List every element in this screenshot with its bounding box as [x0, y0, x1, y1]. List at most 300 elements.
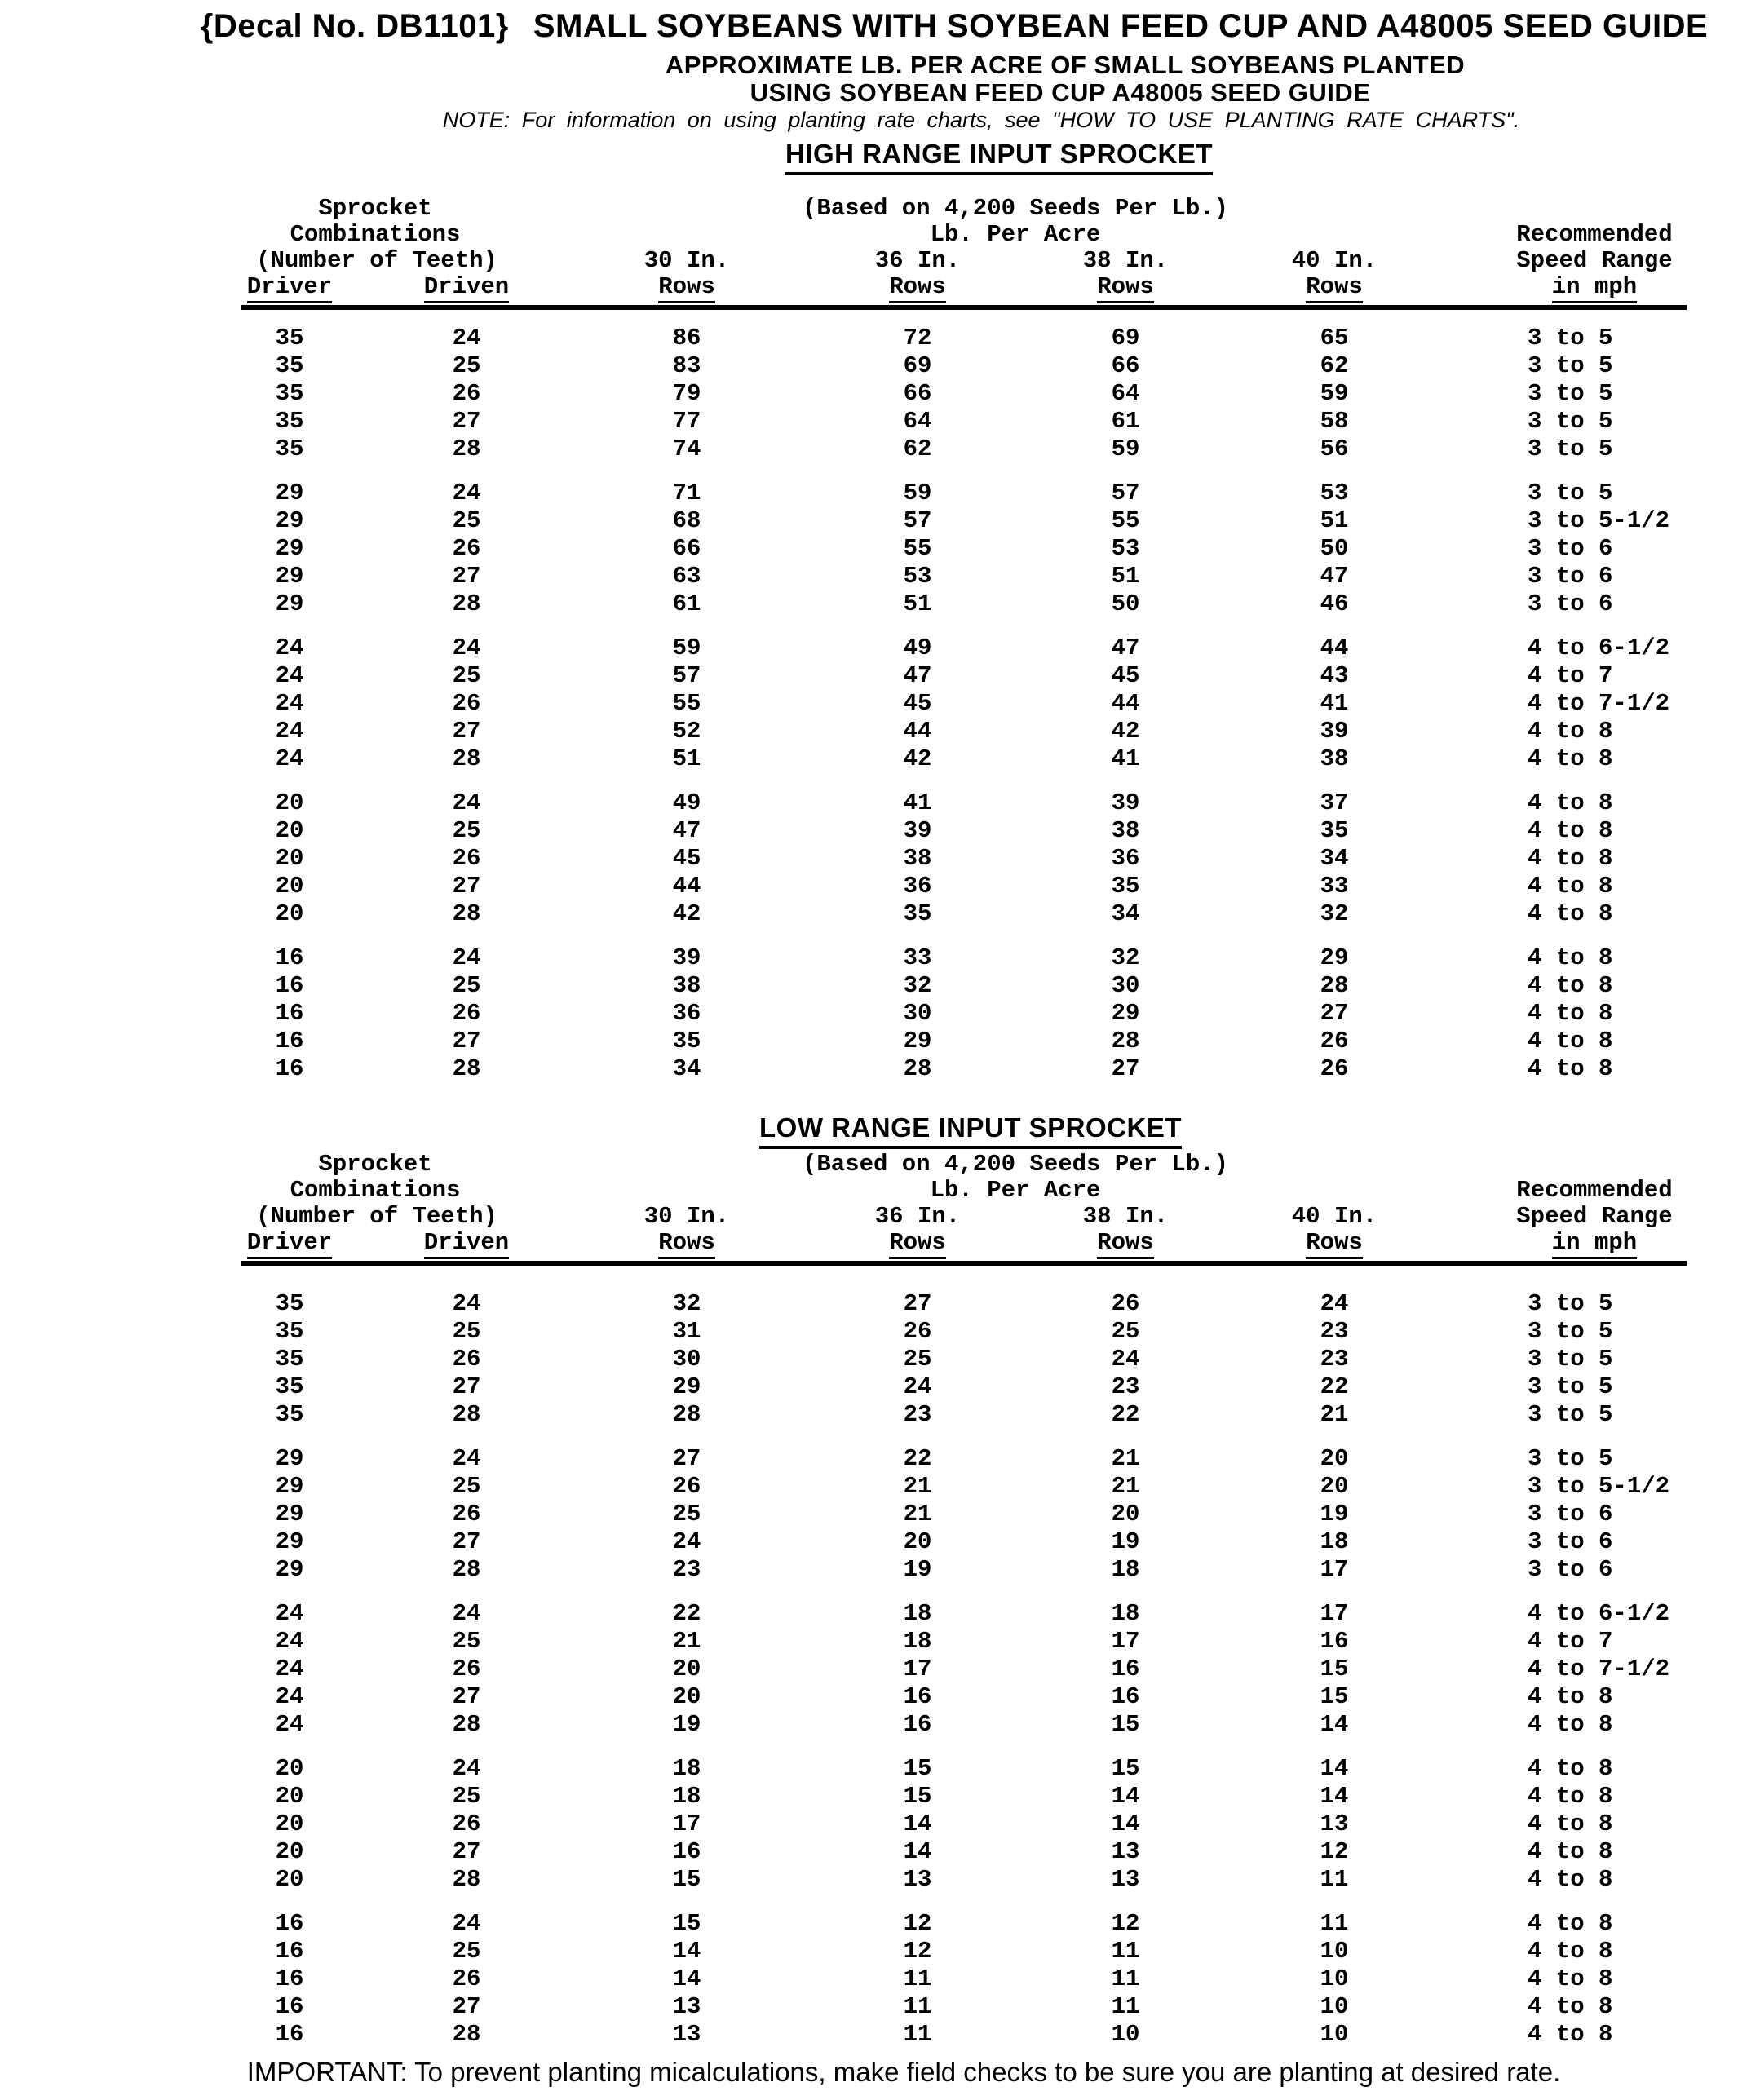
- cell-speed-range: 4 to 8: [1528, 1028, 1613, 1054]
- cell-driver-teeth: 24: [275, 1600, 304, 1627]
- cell-speed-range: 4 to 8: [1528, 1866, 1613, 1893]
- cell-driver-teeth: 35: [275, 1346, 304, 1373]
- rows-header-text: Rows: [1097, 1230, 1154, 1259]
- cell-speed-range: 3 to 6: [1528, 1556, 1613, 1583]
- sprocket-group: [0, 944, 1760, 1083]
- cell-driven-teeth: 28: [452, 1866, 481, 1893]
- cell-driven-teeth: 26: [452, 1810, 481, 1837]
- cell-rate-40in: 19: [1320, 1501, 1349, 1527]
- cell-rate-40in: 35: [1320, 817, 1349, 844]
- cell-rate-38in: 57: [1111, 480, 1140, 506]
- important-footer: IMPORTANT: To prevent planting micalculations, make field checks to be sure you are planting at desired rate.: [246, 2057, 1561, 2087]
- cell-rate-30in: 35: [672, 1028, 701, 1054]
- cell-rate-40in: 18: [1320, 1528, 1349, 1555]
- cell-rate-30in: 36: [672, 1000, 701, 1027]
- cell-driver-teeth: 20: [275, 1783, 304, 1810]
- table-row: [0, 1866, 1760, 1894]
- cell-rate-36in: 25: [903, 1346, 932, 1373]
- speed-range-label: Speed Range: [1516, 1203, 1673, 1230]
- table-row: [0, 352, 1760, 380]
- table-row: [0, 900, 1760, 928]
- cell-driven-teeth: 26: [452, 1965, 481, 1992]
- cell-rate-30in: 29: [672, 1373, 701, 1400]
- cell-speed-range: 4 to 8: [1528, 1838, 1613, 1865]
- table-row: [0, 1501, 1760, 1528]
- cell-rate-38in: 45: [1111, 662, 1140, 689]
- cell-rate-38in: 21: [1111, 1473, 1140, 1500]
- cell-rate-38in: 26: [1111, 1290, 1140, 1317]
- table-row: [0, 662, 1760, 690]
- cell-rate-40in: 11: [1320, 1910, 1349, 1937]
- cell-rate-30in: 71: [672, 480, 701, 506]
- cell-rate-40in: 39: [1320, 718, 1349, 745]
- cell-rate-30in: 15: [672, 1910, 701, 1937]
- cell-rate-38in: 36: [1111, 845, 1140, 872]
- cell-rate-36in: 26: [903, 1318, 932, 1345]
- cell-speed-range: 3 to 5: [1528, 325, 1613, 351]
- cell-rate-40in: 26: [1320, 1055, 1349, 1082]
- cell-driver-teeth: 24: [275, 1656, 304, 1682]
- cell-driven-teeth: 26: [452, 380, 481, 407]
- rows-header-text: Rows: [1097, 274, 1154, 303]
- cell-rate-38in: 21: [1111, 1445, 1140, 1472]
- cell-driver-teeth: 24: [275, 662, 304, 689]
- cell-rate-38in: 12: [1111, 1910, 1140, 1937]
- cell-rate-30in: 20: [672, 1683, 701, 1710]
- driver-header: [200, 274, 379, 300]
- cell-speed-range: 4 to 8: [1528, 789, 1613, 816]
- cell-driven-teeth: 25: [452, 1628, 481, 1655]
- cell-rate-30in: 23: [672, 1556, 701, 1583]
- table-row: [0, 1401, 1760, 1429]
- cell-rate-30in: 38: [672, 972, 701, 999]
- cell-driven-teeth: 24: [452, 1910, 481, 1937]
- header-rule: [241, 1261, 1687, 1266]
- cell-driven-teeth: 25: [452, 1473, 481, 1500]
- cell-rate-40in: 33: [1320, 873, 1349, 900]
- cell-rate-38in: 13: [1111, 1866, 1140, 1893]
- cell-rate-30in: 45: [672, 845, 701, 872]
- cell-rate-40in: 41: [1320, 690, 1349, 717]
- cell-driven-teeth: 27: [452, 1683, 481, 1710]
- cell-driver-teeth: 20: [275, 789, 304, 816]
- table-row: [0, 1711, 1760, 1739]
- rows-header-30in: [597, 274, 776, 300]
- subtitle-line-1: APPROXIMATE LB. PER ACRE OF SMALL SOYBEANS PLANTED: [665, 51, 1466, 79]
- cell-driver-teeth: 20: [275, 900, 304, 927]
- table-row: [0, 507, 1760, 535]
- table-row: [0, 1055, 1760, 1083]
- cell-driven-teeth: 25: [452, 507, 481, 534]
- cell-driven-teeth: 27: [452, 873, 481, 900]
- cell-rate-36in: 39: [903, 817, 932, 844]
- cell-rate-36in: 23: [903, 1401, 932, 1428]
- in-mph-header-text: in mph: [1552, 274, 1637, 303]
- cell-driven-teeth: 24: [452, 1755, 481, 1782]
- cell-speed-range: 3 to 5: [1528, 1290, 1613, 1317]
- cell-speed-range: 4 to 8: [1528, 1755, 1613, 1782]
- number-of-teeth-label: (Number of Teeth): [256, 1203, 497, 1230]
- table-row: [0, 1000, 1760, 1028]
- cell-rate-38in: 55: [1111, 507, 1140, 534]
- cell-rate-40in: 51: [1320, 507, 1349, 534]
- cell-rate-38in: 29: [1111, 1000, 1140, 1027]
- table-row: [0, 1810, 1760, 1838]
- cell-driven-teeth: 27: [452, 408, 481, 435]
- cell-driver-teeth: 35: [275, 1318, 304, 1345]
- cell-rate-38in: 20: [1111, 1501, 1140, 1527]
- sprocket-label: Sprocket: [318, 1151, 432, 1178]
- cell-speed-range: 3 to 5: [1528, 1346, 1613, 1373]
- table-row: [0, 1683, 1760, 1711]
- cell-driver-teeth: 16: [275, 1000, 304, 1027]
- cell-speed-range: 3 to 5-1/2: [1528, 1473, 1670, 1500]
- rows-header-text: Rows: [1306, 274, 1363, 303]
- cell-driven-teeth: 28: [452, 1401, 481, 1428]
- cell-rate-40in: 27: [1320, 1000, 1349, 1027]
- cell-rate-40in: 21: [1320, 1401, 1349, 1428]
- cell-driven-teeth: 27: [452, 1028, 481, 1054]
- cell-rate-38in: 69: [1111, 325, 1140, 351]
- cell-rate-38in: 66: [1111, 352, 1140, 379]
- cell-rate-38in: 22: [1111, 1401, 1140, 1428]
- cell-driver-teeth: 29: [275, 1501, 304, 1527]
- cell-rate-30in: 79: [672, 380, 701, 407]
- recommended-label: Recommended: [1516, 1177, 1673, 1204]
- table-row: [0, 1373, 1760, 1401]
- cell-rate-30in: 14: [672, 1938, 701, 1965]
- based-on-label: (Based on 4,200 Seeds Per Lb.): [802, 195, 1229, 222]
- cell-rate-40in: 29: [1320, 944, 1349, 971]
- cell-rate-30in: 32: [672, 1290, 701, 1317]
- driven-header: [377, 274, 556, 300]
- cell-rate-38in: 14: [1111, 1810, 1140, 1837]
- title-text: SMALL SOYBEANS WITH SOYBEAN FEED CUP AND A48005 SEED GUIDE: [533, 8, 1709, 44]
- cell-rate-36in: 45: [903, 690, 932, 717]
- cell-speed-range: 4 to 7: [1528, 1628, 1613, 1655]
- cell-rate-40in: 14: [1320, 1755, 1349, 1782]
- cell-rate-30in: 63: [672, 563, 701, 590]
- cell-rate-38in: 11: [1111, 1938, 1140, 1965]
- cell-rate-30in: 61: [672, 590, 701, 617]
- subtitle-line-2: USING SOYBEAN FEED CUP A48005 SEED GUIDE: [750, 78, 1371, 107]
- cell-rate-40in: 59: [1320, 380, 1349, 407]
- cell-rate-38in: 47: [1111, 634, 1140, 661]
- cell-driver-teeth: 35: [275, 352, 304, 379]
- cell-rate-36in: 22: [903, 1445, 932, 1472]
- cell-rate-36in: 62: [903, 435, 932, 462]
- cell-speed-range: 3 to 5: [1528, 435, 1613, 462]
- cell-rate-40in: 46: [1320, 590, 1349, 617]
- rows-header-30in: [597, 1230, 776, 1256]
- col-38in-label: 38 In.: [1082, 1203, 1169, 1230]
- cell-driven-teeth: 26: [452, 535, 481, 562]
- cell-rate-38in: 41: [1111, 745, 1140, 772]
- cell-driver-teeth: 29: [275, 535, 304, 562]
- cell-rate-30in: 27: [672, 1445, 701, 1472]
- cell-rate-36in: 27: [903, 1290, 932, 1317]
- cell-driver-teeth: 29: [275, 590, 304, 617]
- cell-rate-30in: 77: [672, 408, 701, 435]
- driver-header: [200, 1230, 379, 1256]
- col-40in-label: 40 In.: [1291, 1203, 1377, 1230]
- cell-speed-range: 4 to 8: [1528, 1938, 1613, 1965]
- cell-rate-36in: 20: [903, 1528, 932, 1555]
- sprocket-group: [0, 1290, 1760, 1429]
- cell-rate-40in: 11: [1320, 1866, 1349, 1893]
- cell-speed-range: 4 to 8: [1528, 1965, 1613, 1992]
- cell-driven-teeth: 24: [452, 944, 481, 971]
- table-row: [0, 380, 1760, 408]
- cell-rate-30in: 86: [672, 325, 701, 351]
- cell-driven-teeth: 27: [452, 563, 481, 590]
- cell-rate-30in: 28: [672, 1401, 701, 1428]
- cell-driver-teeth: 16: [275, 1993, 304, 2020]
- cell-driver-teeth: 20: [275, 1755, 304, 1782]
- cell-driven-teeth: 26: [452, 845, 481, 872]
- cell-rate-36in: 49: [903, 634, 932, 661]
- cell-driven-teeth: 24: [452, 1445, 481, 1472]
- cell-driven-teeth: 27: [452, 1993, 481, 2020]
- low-range-heading: LOW RANGE INPUT SPROCKET: [759, 1112, 1182, 1149]
- cell-rate-40in: 20: [1320, 1473, 1349, 1500]
- cell-rate-38in: 59: [1111, 435, 1140, 462]
- cell-rate-40in: 58: [1320, 408, 1349, 435]
- cell-driven-teeth: 26: [452, 1656, 481, 1682]
- cell-rate-38in: 51: [1111, 563, 1140, 590]
- cell-rate-40in: 15: [1320, 1656, 1349, 1682]
- col-36in-label: 36 In.: [874, 247, 961, 274]
- table-row: [0, 1910, 1760, 1938]
- driven-header-text: Driven: [424, 1230, 509, 1259]
- cell-speed-range: 4 to 7-1/2: [1528, 690, 1670, 717]
- rows-header-40in: [1245, 1230, 1424, 1256]
- cell-rate-36in: 14: [903, 1810, 932, 1837]
- cell-driver-teeth: 24: [275, 1683, 304, 1710]
- cell-rate-30in: 13: [672, 2021, 701, 2048]
- cell-driver-teeth: 20: [275, 817, 304, 844]
- cell-rate-36in: 36: [903, 873, 932, 900]
- decal-number: {Decal No. DB1101}: [200, 8, 509, 44]
- table-row: [0, 408, 1760, 435]
- cell-driven-teeth: 26: [452, 690, 481, 717]
- cell-speed-range: 3 to 6: [1528, 590, 1613, 617]
- cell-rate-36in: 21: [903, 1501, 932, 1527]
- cell-rate-36in: 51: [903, 590, 932, 617]
- cell-rate-30in: 24: [672, 1528, 701, 1555]
- rows-header-38in: [1036, 1230, 1215, 1256]
- cell-rate-40in: 24: [1320, 1290, 1349, 1317]
- header-rule: [241, 305, 1687, 310]
- cell-rate-38in: 50: [1111, 590, 1140, 617]
- cell-rate-40in: 15: [1320, 1683, 1349, 1710]
- number-of-teeth-label: (Number of Teeth): [256, 247, 497, 274]
- cell-speed-range: 3 to 5: [1528, 1373, 1613, 1400]
- cell-rate-36in: 32: [903, 972, 932, 999]
- cell-rate-30in: 55: [672, 690, 701, 717]
- cell-speed-range: 4 to 8: [1528, 1000, 1613, 1027]
- cell-speed-range: 4 to 8: [1528, 745, 1613, 772]
- table-row: [0, 480, 1760, 507]
- cell-rate-40in: 32: [1320, 900, 1349, 927]
- speed-range-label: Speed Range: [1516, 247, 1673, 274]
- cell-speed-range: 3 to 6: [1528, 563, 1613, 590]
- cell-rate-30in: 49: [672, 789, 701, 816]
- cell-rate-38in: 61: [1111, 408, 1140, 435]
- cell-rate-30in: 34: [672, 1055, 701, 1082]
- rows-header-text: Rows: [658, 274, 715, 303]
- cell-driver-teeth: 20: [275, 1810, 304, 1837]
- cell-driven-teeth: 28: [452, 900, 481, 927]
- cell-rate-40in: 10: [1320, 1938, 1349, 1965]
- cell-rate-38in: 27: [1111, 1055, 1140, 1082]
- page-title: [201, 8, 1708, 45]
- high-range-heading: HIGH RANGE INPUT SPROCKET: [785, 139, 1213, 175]
- cell-rate-30in: 25: [672, 1501, 701, 1527]
- cell-driven-teeth: 27: [452, 1838, 481, 1865]
- cell-rate-40in: 23: [1320, 1346, 1349, 1373]
- combinations-label: Combinations: [290, 1177, 461, 1204]
- table-row: [0, 1656, 1760, 1683]
- cell-rate-36in: 11: [903, 1965, 932, 1992]
- cell-rate-38in: 25: [1111, 1318, 1140, 1345]
- driver-header-text: Driver: [247, 274, 332, 303]
- cell-driven-teeth: 27: [452, 718, 481, 745]
- cell-rate-40in: 10: [1320, 1965, 1349, 1992]
- table-row: [0, 789, 1760, 817]
- table-row: [0, 1938, 1760, 1965]
- cell-rate-30in: 18: [672, 1755, 701, 1782]
- cell-rate-40in: 23: [1320, 1318, 1349, 1345]
- cell-rate-40in: 10: [1320, 1993, 1349, 2020]
- table-row: [0, 1755, 1760, 1783]
- cell-speed-range: 4 to 8: [1528, 1993, 1613, 2020]
- cell-rate-30in: 19: [672, 1711, 701, 1738]
- cell-driver-teeth: 29: [275, 507, 304, 534]
- in-mph-header-text: in mph: [1552, 1230, 1637, 1259]
- cell-rate-40in: 17: [1320, 1556, 1349, 1583]
- cell-rate-30in: 15: [672, 1866, 701, 1893]
- cell-driver-teeth: 16: [275, 1910, 304, 1937]
- col-38in-label: 38 In.: [1082, 247, 1169, 274]
- table-row: [0, 435, 1760, 463]
- cell-rate-40in: 38: [1320, 745, 1349, 772]
- cell-rate-36in: 14: [903, 1838, 932, 1865]
- driver-header-text: Driver: [247, 1230, 332, 1259]
- cell-rate-36in: 17: [903, 1656, 932, 1682]
- table-row: [0, 535, 1760, 563]
- table-row: [0, 1318, 1760, 1346]
- cell-speed-range: 4 to 8: [1528, 900, 1613, 927]
- sprocket-group: [0, 325, 1760, 463]
- table-row: [0, 817, 1760, 845]
- cell-driver-teeth: 35: [275, 380, 304, 407]
- table-row: [0, 1993, 1760, 2021]
- rows-header-text: Rows: [658, 1230, 715, 1259]
- cell-rate-38in: 42: [1111, 718, 1140, 745]
- cell-speed-range: 3 to 5: [1528, 408, 1613, 435]
- cell-speed-range: 4 to 6-1/2: [1528, 1600, 1670, 1627]
- cell-rate-38in: 39: [1111, 789, 1140, 816]
- table-row: [0, 718, 1760, 745]
- cell-speed-range: 4 to 7-1/2: [1528, 1656, 1670, 1682]
- cell-rate-36in: 16: [903, 1683, 932, 1710]
- cell-driven-teeth: 26: [452, 1346, 481, 1373]
- cell-rate-36in: 16: [903, 1711, 932, 1738]
- table-row: [0, 1290, 1760, 1318]
- cell-rate-40in: 34: [1320, 845, 1349, 872]
- cell-rate-36in: 55: [903, 535, 932, 562]
- driven-header-text: Driven: [424, 274, 509, 303]
- table-row: [0, 590, 1760, 618]
- cell-rate-36in: 66: [903, 380, 932, 407]
- cell-rate-40in: 62: [1320, 352, 1349, 379]
- cell-rate-40in: 22: [1320, 1373, 1349, 1400]
- cell-rate-38in: 16: [1111, 1683, 1140, 1710]
- cell-driven-teeth: 25: [452, 1938, 481, 1965]
- cell-driver-teeth: 16: [275, 972, 304, 999]
- rows-header-text: Rows: [889, 1230, 946, 1259]
- cell-driver-teeth: 20: [275, 873, 304, 900]
- high-range-table: [0, 325, 1760, 1099]
- cell-driven-teeth: 28: [452, 745, 481, 772]
- cell-rate-36in: 15: [903, 1783, 932, 1810]
- table-row: [0, 873, 1760, 900]
- cell-driver-teeth: 29: [275, 1556, 304, 1583]
- note-line: NOTE: For information on using planting rate charts, see "HOW TO USE PLANTING RATE CHARTS".: [442, 108, 1520, 132]
- cell-speed-range: 4 to 8: [1528, 718, 1613, 745]
- cell-rate-38in: 38: [1111, 817, 1140, 844]
- cell-rate-36in: 19: [903, 1556, 932, 1583]
- cell-driven-teeth: 24: [452, 1600, 481, 1627]
- cell-rate-36in: 69: [903, 352, 932, 379]
- cell-driver-teeth: 29: [275, 1473, 304, 1500]
- cell-driver-teeth: 16: [275, 1938, 304, 1965]
- cell-rate-36in: 44: [903, 718, 932, 745]
- cell-rate-38in: 44: [1111, 690, 1140, 717]
- table-row: [0, 1965, 1760, 1993]
- cell-rate-38in: 35: [1111, 873, 1140, 900]
- cell-rate-30in: 21: [672, 1628, 701, 1655]
- cell-driver-teeth: 20: [275, 845, 304, 872]
- cell-rate-38in: 19: [1111, 1528, 1140, 1555]
- cell-driver-teeth: 24: [275, 745, 304, 772]
- rows-header-38in: [1036, 274, 1215, 300]
- cell-driver-teeth: 24: [275, 718, 304, 745]
- cell-speed-range: 3 to 5: [1528, 480, 1613, 506]
- cell-driver-teeth: 29: [275, 1445, 304, 1472]
- cell-rate-38in: 11: [1111, 1965, 1140, 1992]
- cell-speed-range: 3 to 6: [1528, 1501, 1613, 1527]
- cell-rate-38in: 17: [1111, 1628, 1140, 1655]
- cell-rate-36in: 72: [903, 325, 932, 351]
- cell-rate-36in: 12: [903, 1938, 932, 1965]
- cell-rate-36in: 18: [903, 1628, 932, 1655]
- table-row: [0, 690, 1760, 718]
- cell-rate-30in: 59: [672, 634, 701, 661]
- cell-speed-range: 4 to 8: [1528, 972, 1613, 999]
- cell-speed-range: 4 to 8: [1528, 944, 1613, 971]
- cell-driven-teeth: 25: [452, 1318, 481, 1345]
- cell-rate-36in: 33: [903, 944, 932, 971]
- cell-driven-teeth: 28: [452, 1055, 481, 1082]
- lb-per-acre-label: Lb. Per Acre: [930, 221, 1101, 248]
- cell-rate-38in: 24: [1111, 1346, 1140, 1373]
- cell-speed-range: 3 to 5: [1528, 1318, 1613, 1345]
- cell-driven-teeth: 27: [452, 1528, 481, 1555]
- cell-rate-30in: 17: [672, 1810, 701, 1837]
- cell-speed-range: 4 to 8: [1528, 1810, 1613, 1837]
